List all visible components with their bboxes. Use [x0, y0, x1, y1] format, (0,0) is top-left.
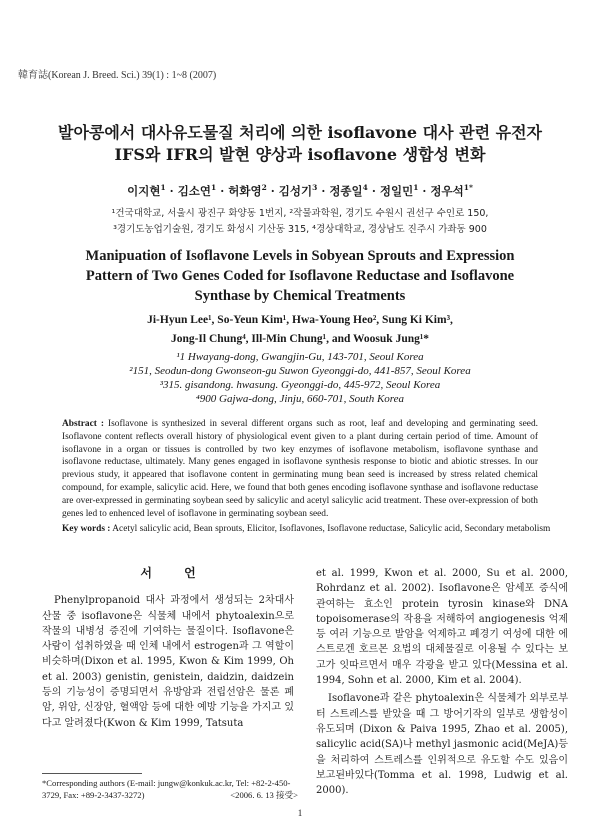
keywords-label: Key words : [62, 524, 111, 534]
english-title-line2: Pattern of Two Genes Coded for Isoflavone Reductase and Isoflavone [85, 268, 515, 284]
korean-author-name: 김소연 [177, 184, 212, 198]
korean-affiliation-line2: ³경기도농업기술원, 경기도 화성시 기산동 315, ⁴경상대학교, 경상남도 진주시 가좌동 900 [113, 224, 487, 235]
english-authors-line1: Ji-Hyun Lee¹, So-Yeun Kim¹, Hwa-Young Heo², Sung Ki Kim³, [147, 314, 453, 326]
right-paragraph-1: et al. 1999, Kwon et al. 2000, Su et al. 2000, Rohrdanz et al. 2002). Isoflavone은 암세포 증식에 관여하는 효소인 protein tyrosin kinase와 DNA topoisomerase의 작용을 저해하여 angiogenesis 억제 등 여러 기능으로 발암을 억제하고 폐경기 여성에 대한 에스트로겐 호르몬 요법의 대체물질로 이용될 수 있다는 보고가 잇따르면서 매우 각광을 받고 있다(Messina et al. 1994, Sohn et al. 2000, Kim et al. 2004). [316, 568, 568, 687]
korean-title-line1: 발아콩에서 대사유도물질 처리에 의한 isoflavone 대사 관련 유전자 [57, 123, 543, 142]
korean-author-name: 허화영 [228, 184, 262, 198]
abstract-label: Abstract : [62, 419, 105, 429]
page-number: 1 [297, 808, 303, 818]
introduction-heading: 서 언 [140, 566, 210, 580]
author-affiliation-mark: 2 [261, 183, 267, 193]
footnote-text: *Corresponding authors (E-mail: jungw@konkuk.ac.kr, Tel: +82-2-450-3729, Fax: +89-2-3437-3272) [42, 778, 291, 800]
english-affiliation-1: ¹1 Hwayang-dong, Gwangjin-Gu, 143-701, Seoul Korea [176, 351, 424, 363]
english-affiliation-3: ³315. gisandong. hwasung. Gyeonggi-do, 445-972, Seoul Korea [159, 379, 441, 391]
left-column [42, 566, 294, 731]
english-affiliation-2: ²151, Seodun-dong Gwonseon-gu Suwon Gyeonggi-do, 441-857, Seoul Korea [129, 365, 471, 377]
right-column [316, 566, 568, 798]
korean-authors: 이지현$^1$ · 김소연$^1$ · 허화영$^2$ · 김성기$^3$ · 정종일$^4$ · 정일민$^1$ · 정우석$^{1*}$ [127, 183, 473, 198]
received-date: <2006. 6. 13 接受> [230, 790, 298, 800]
korean-title-line2: IFS와 IFR의 발현 양상과 isoflavone 생합성 변화 [114, 145, 486, 164]
corresponding-author-footnote [42, 777, 298, 801]
author-affiliation-mark: 1 [160, 183, 166, 193]
left-paragraph-1: Phenylpropanoid 대사 과정에서 생성되는 2차대사 산물 중 isoflavone은 식물체 내에서 phytoalexin으로 작물의 내병성 증진에 기여하는 물질이다. Isoflavone은 사람이 섭취하였을 때 인체 내에서 estrogen과 그 역할이 비슷하며(Dixon et al. 1995, Kwon & Kim 1999, Oh et al. 2003) genistin, genistein, daidzin, daidzein 등의 기능성이 증명되면서 유방암과 전립선암은 물론 폐암, 위암, 신장암, 혈액암 등에 대한 예방 기능을 가지고 있다고 알려졌다(Kwon & Kim 1999, Tatsuta [42, 595, 294, 729]
english-authors-line2: Jong-Il Chung⁴, Ill-Min Chung¹, and Woosuk Jung¹* [170, 333, 430, 345]
author-affiliation-mark: 1 [211, 183, 217, 193]
english-title-line3: Synthase by Chemical Treatments [194, 288, 406, 304]
journal-header: 韓育誌(Korean J. Breed. Sci.) 39(1) : 1~8 (2007) [18, 70, 217, 81]
abstract [62, 418, 538, 520]
korean-author-name: 정우석 [430, 184, 464, 198]
right-paragraph-2: Isoflavone과 같은 phytoalexin은 식물체가 외부로부터 스트레스를 받았을 때 그 방어기작의 일부로 생합성이 유도되며 (Dixon & Paiva 1995, Zhao et al. 2005), salicylic acid(SA)나 methyl jasmonic acid(MeJA)등을 처리하여 스트레스를 인위적으로 유도할 수도 있음이 보고된바있다(Tomma et al. 1998, Ludwig et al. 2000). [316, 693, 568, 797]
author-affiliation-mark: 4 [362, 183, 368, 193]
abstract-text: Isoflavone is synthesized in several different organs such as root, leaf and developing and germinating seed. Isoflavone content reflects overall history of physiological event given to a plant during certain period of time. Amount of isoflavone in a organ or tissues is controlled by two key enzymes of isoflavone metabolism, isoflavone synthase and isoflavone reductase, ultimately. Many genes engaged in isoflavone synthesis response to biotic and abiotic stresses. In our previous study, it appeared that isoflavone content in germinating mung bean seed is increased by stress related chemical compound, for example, salicylic acid. Here, we found that both genes encoding isoflavone synthase and isoflavone reductase are over-expressed in germinating soybean seed by salicylic and acetyl salicylic acid treatment. These over-expression of both genes led to enhenced level of isoflavone in germinating soybean seed. [62, 419, 538, 519]
english-affiliation-4: ⁴900 Gajwa-dong, Jinju, 660-701, South Korea [195, 393, 405, 405]
korean-author-name: 이지현 [127, 184, 161, 198]
keywords-text: Acetyl salicylic acid, Bean sprouts, Elicitor, Isoflavones, Isoflavone reductase, Salicylic acid, Secondary metabolism [112, 524, 551, 534]
author-affiliation-mark: 3 [312, 183, 318, 193]
korean-author-name: 정일민 [379, 184, 414, 198]
korean-author-name: 정종일 [329, 184, 363, 198]
korean-author-name: 김성기 [278, 184, 313, 198]
author-affiliation-mark: 1* [463, 183, 473, 193]
korean-affiliation-line1: ¹건국대학교, 서울시 광진구 화양동 1번지, ²작물과학원, 경기도 수원시 권선구 수인로 150, [111, 208, 489, 219]
keywords [62, 524, 562, 534]
english-title-line1: Manipuation of Isoflavone Levels in Sobyean Sprouts and Expression [85, 248, 515, 264]
author-affiliation-mark: 1 [413, 183, 419, 193]
footnote-divider [42, 773, 142, 774]
